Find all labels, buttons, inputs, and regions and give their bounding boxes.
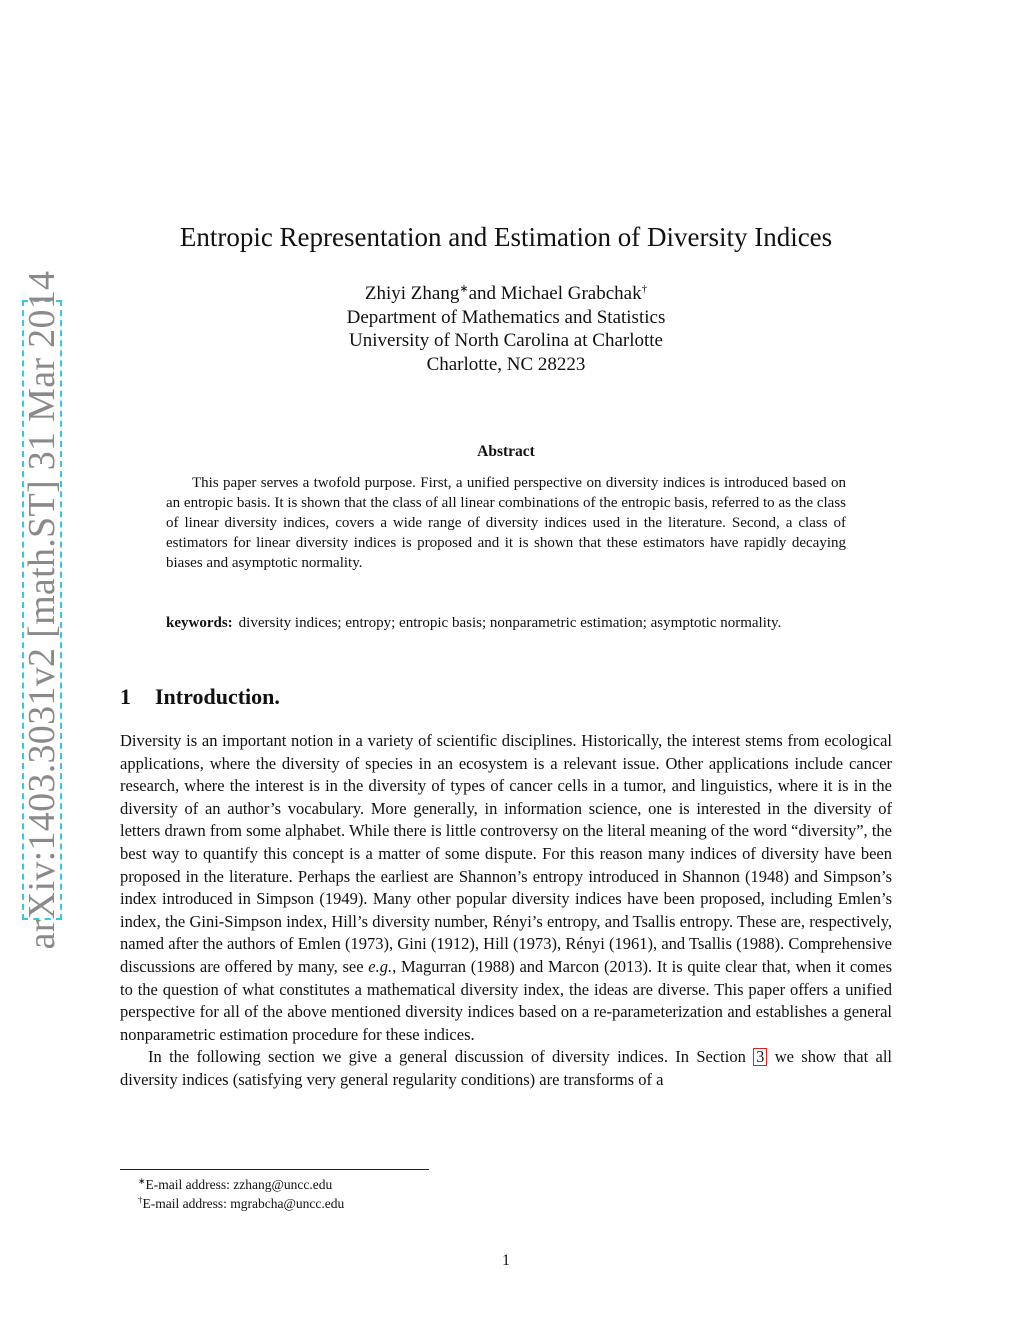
page-number: 1 [502,1252,510,1269]
footnote-2 [138,1194,344,1213]
section-3-link[interactable]: 3 [753,1048,767,1066]
footnote-1 [138,1175,344,1194]
footnote-divider [120,1169,429,1170]
intro-p1-text-b: , Magurran (1988) and Marcon (2013). It is quite clear that, when it comes to the question of what constitutes a mathematical diversity index, the ideas are diverse. This paper offers a unified perspective for all of the above mentioned diversity indices based on a re-parameterization and establishes a general nonparametric estimation procedure for these indices. [120,956,892,1044]
intro-p2-text-a: In the following section we give a general discussion of diversity indices. In Section [148,1047,754,1067]
footnote-1-mark: ∗ [138,1176,146,1186]
footnotes [138,1175,344,1213]
footnote-mark-star[interactable]: ∗ [459,283,469,295]
abstract-heading: Abstract [477,443,535,460]
arxiv-identifier[interactable]: arXiv:1403.3031v2 [math.ST] 31 Mar 2014 [21,270,63,950]
keywords-block [166,613,846,633]
footnote-1-text: E-mail address: zzhang@uncc.edu [145,1177,333,1192]
intro-paragraph-2 [120,1046,892,1091]
section-title: Introduction. [155,684,280,709]
author-zhang: Zhiyi Zhang [364,283,460,304]
footnote-2-text: E-mail address: mgrabcha@uncc.edu [142,1196,345,1211]
footnote-mark-dagger[interactable]: † [641,283,648,295]
affiliation-university: University of North Carolina at Charlotte [349,330,663,351]
author-line [120,282,892,306]
introduction-body [120,730,892,1092]
affiliation-department: Department of Mathematics and Statistics [346,306,666,328]
section-heading [120,684,280,710]
footnote-2-mark: † [138,1195,143,1205]
keywords-label: keywords: [166,615,233,631]
author-grabchak: and Michael Grabchak [468,283,642,304]
intro-paragraph-1 [120,730,892,1046]
keywords-text: diversity indices; entropy; entropic basis; nonparametric estimation; asymptotic normality. [238,615,782,631]
author-block [120,282,892,376]
intro-p2-text-b: we show that all diversity indices (satisfying very general regularity conditions) are transforms of a [120,1047,892,1089]
intro-p1-eg: e.g. [368,956,393,976]
affiliation-location: Charlotte, NC 28223 [426,353,586,375]
intro-p1-text-a: Diversity is an important notion in a variety of scientific disciplines. Historically, the interest stems from ecological applications, where the diversity of species in an ecosystem is a relevant issue. Other applications include cancer research, where the interest is in the diversity of types of cancer cells in a tumor, and linguistics, where it is in the diversity of an author’s vocabulary. More generally, in information science, one is interested in the diversity of letters drawn from some alphabet. While there is little controversy on the literal meaning of the word “diversity”, the best way to quantify this concept is a matter of some dispute. For this reason many indices of diversity have been proposed in the literature. Perhaps the earliest are Shannon’s entropy introduced in Shannon (1948) and Simpson’s index introduced in Simpson (1949). Many other popular diversity indices have been proposed, including Emlen’s index, the Gini-Simpson index, Hill’s diversity number, Rényi’s entropy, and Tsallis entropy. These are, respectively, named after the authors of Emlen (1973), Gini (1912), Hill (1973), Rényi (1961), and Tsallis (1988). Comprehensive discussions are offered by many, see [120,731,892,976]
paper-title: Entropic Representation and Estimation of Diversity Indices [179,222,833,252]
section-number: 1 [120,684,131,709]
abstract-text: This paper serves a twofold purpose. First, a unified perspective on diversity indices is introduced based on an entropic basis. It is shown that the class of all linear combinations of the entropic basis, referred to as the class of linear diversity indices, covers a wide range of diversity indices used in the literature. Second, a class of estimators for linear diversity indices is proposed and it is shown that these estimators have rapidly decaying biases and asymptotic normality. [166,475,846,571]
